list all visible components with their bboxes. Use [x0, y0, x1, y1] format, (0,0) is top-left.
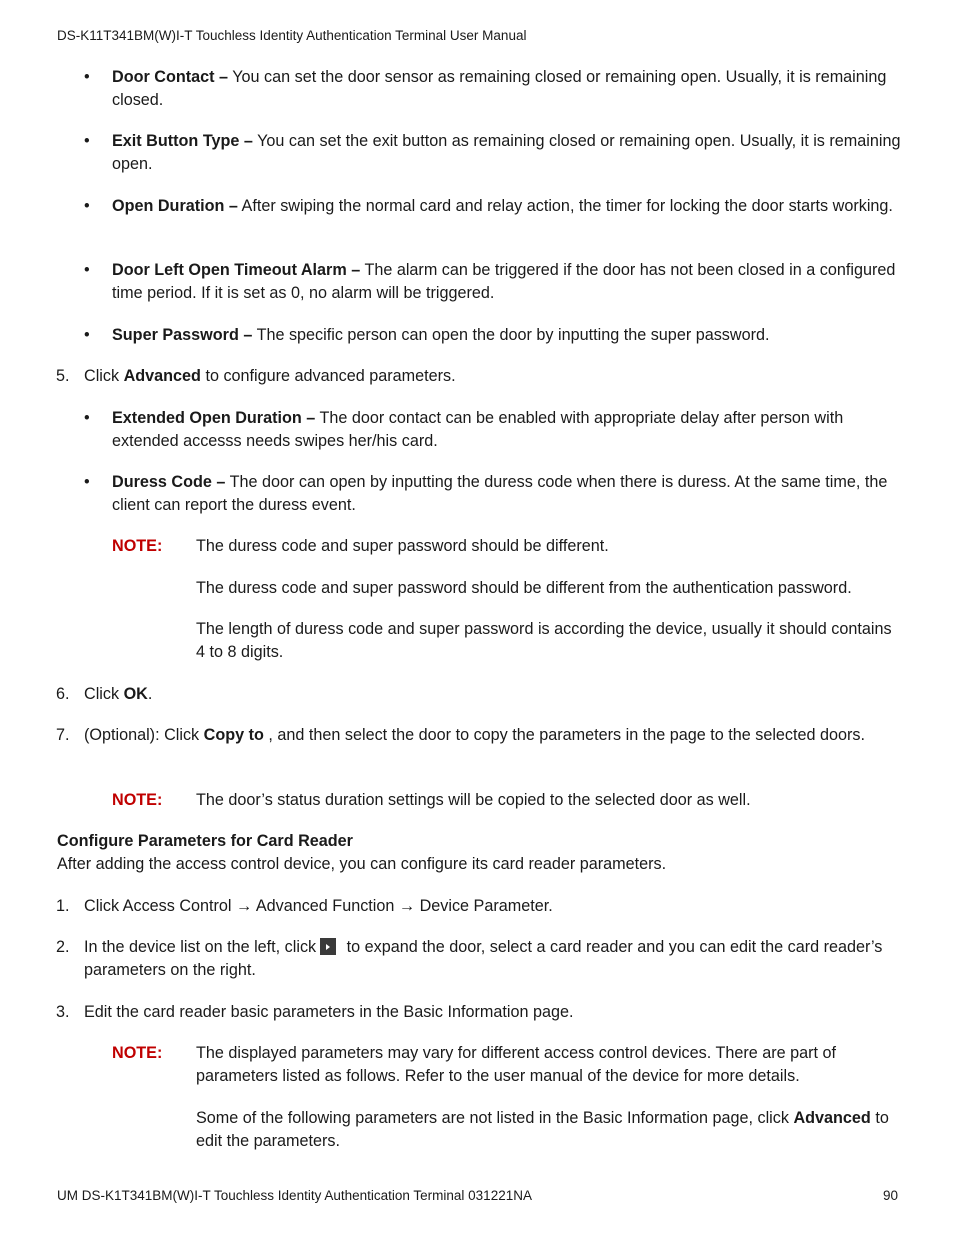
copy-to-label: Copy to	[203, 726, 264, 744]
page-footer: UM DS-K1T341BM(W)I-T Touchless Identity Authentication Terminal 031221NA	[57, 1188, 532, 1203]
term: Open Duration –	[112, 197, 238, 215]
step-text: .	[147, 685, 153, 703]
description: The door can open by inputting the duress code when there is duress. At the same time, the client can report the duress event.	[112, 473, 888, 514]
step-text: (Optional): Click	[84, 726, 204, 744]
card-reader-step-3	[56, 1001, 904, 1024]
advanced-label: Advanced	[793, 1109, 871, 1127]
bullet-extended-open-duration	[84, 407, 902, 453]
bullet-duress-code	[84, 471, 902, 517]
advanced-label: Advanced	[123, 367, 201, 385]
note-text: The duress code and super password should be different.	[196, 537, 609, 555]
step-number: 3.	[56, 1003, 70, 1021]
bullet-dot: •	[84, 132, 90, 150]
card-reader-step-1	[56, 895, 904, 918]
bullet-exit-button-type	[84, 130, 902, 176]
note-duress-line-2: The duress code and super password should be different from the authentication password.	[196, 579, 852, 597]
note-duress-line-3: The length of duress code and super password is according the device, usually it should contains 4 to 8 digits.	[196, 620, 892, 661]
note-parameters-line-2	[196, 1107, 902, 1153]
description: After swiping the normal card and relay action, the timer for locking the door starts working.	[237, 197, 893, 215]
bullet-door-contact	[84, 66, 902, 112]
section-title: Configure Parameters for Card Reader	[57, 832, 353, 850]
note-text: The displayed parameters may vary for different access control devices. There are part of parameters listed as follows. Refer to the user manual of the device for more details.	[196, 1044, 837, 1085]
bullet-dot: •	[84, 68, 90, 86]
bullet-door-left-open-timeout-alarm	[84, 259, 902, 305]
step-text: to configure advanced parameters.	[200, 367, 456, 385]
term: Exit Button Type –	[112, 132, 253, 150]
step-text: Click	[84, 685, 124, 703]
bullet-open-duration	[84, 195, 902, 218]
description: The door contact can be enabled with appropriate delay after person with extended accesss needs swipes her/his card.	[112, 409, 844, 450]
step-number: 6.	[56, 685, 70, 703]
bullet-dot: •	[84, 261, 90, 279]
description: You can set the door sensor as remaining closed or remaining open. Usually, it is remaining closed.	[112, 68, 887, 109]
step-text: , and then select the door to copy the parameters in the page to the selected doors.	[263, 726, 866, 744]
expand-arrow-icon	[320, 938, 336, 955]
note-text: Some of the following parameters are not listed in the Basic Information page, click	[196, 1109, 794, 1127]
page-number: 90	[882, 1188, 898, 1203]
step-5	[56, 365, 904, 388]
bullet-dot: •	[84, 326, 90, 344]
term: Door Left Open Timeout Alarm –	[112, 261, 361, 279]
description: The alarm can be triggered if the door has not been closed in a configured time period. If it is set as 0, no alarm will be triggered.	[112, 261, 896, 302]
section-intro: After adding the access control device, you can configure its card reader parameters.	[57, 855, 667, 873]
term: Door Contact –	[112, 68, 229, 86]
note-label: NOTE:	[112, 1044, 163, 1062]
step-text: Click	[84, 367, 124, 385]
step-number: 1.	[56, 897, 70, 915]
description: You can set the exit button as remaining closed or remaining open. Usually, it is remaining open.	[112, 132, 901, 173]
step-number: 7.	[56, 726, 70, 744]
note-text: The door’s status duration settings will be copied to the selected door as well.	[196, 791, 751, 809]
step-text: In the device list on the left, click	[84, 938, 317, 956]
note-label: NOTE:	[112, 537, 163, 555]
description: The specific person can open the door by inputting the super password.	[252, 326, 770, 344]
step-text: Edit the card reader basic parameters in the Basic Information page.	[84, 1003, 574, 1021]
step-text: to expand the door, select a card reader and you can edit the card reader’s parameters on the right.	[84, 938, 883, 979]
term: Duress Code –	[112, 473, 226, 491]
step-7	[56, 724, 904, 747]
term: Super Password –	[112, 326, 253, 344]
bullet-dot: •	[84, 197, 90, 215]
card-reader-step-2	[56, 936, 904, 982]
term: Extended Open Duration –	[112, 409, 316, 427]
note-text: to edit the parameters.	[196, 1109, 889, 1150]
step-number: 5.	[56, 367, 70, 385]
note-label: NOTE:	[112, 791, 163, 809]
bullet-dot: •	[84, 409, 90, 427]
step-6	[56, 683, 904, 706]
page-header: DS-K11T341BM(W)I-T Touchless Identity Authentication Terminal User Manual	[57, 28, 527, 43]
ok-label: OK	[123, 685, 148, 703]
bullet-super-password	[84, 324, 902, 347]
bullet-dot: •	[84, 473, 90, 491]
step-number: 2.	[56, 938, 70, 956]
step-text: Click Access Control → Advanced Function → Device Parameter.	[84, 897, 553, 915]
